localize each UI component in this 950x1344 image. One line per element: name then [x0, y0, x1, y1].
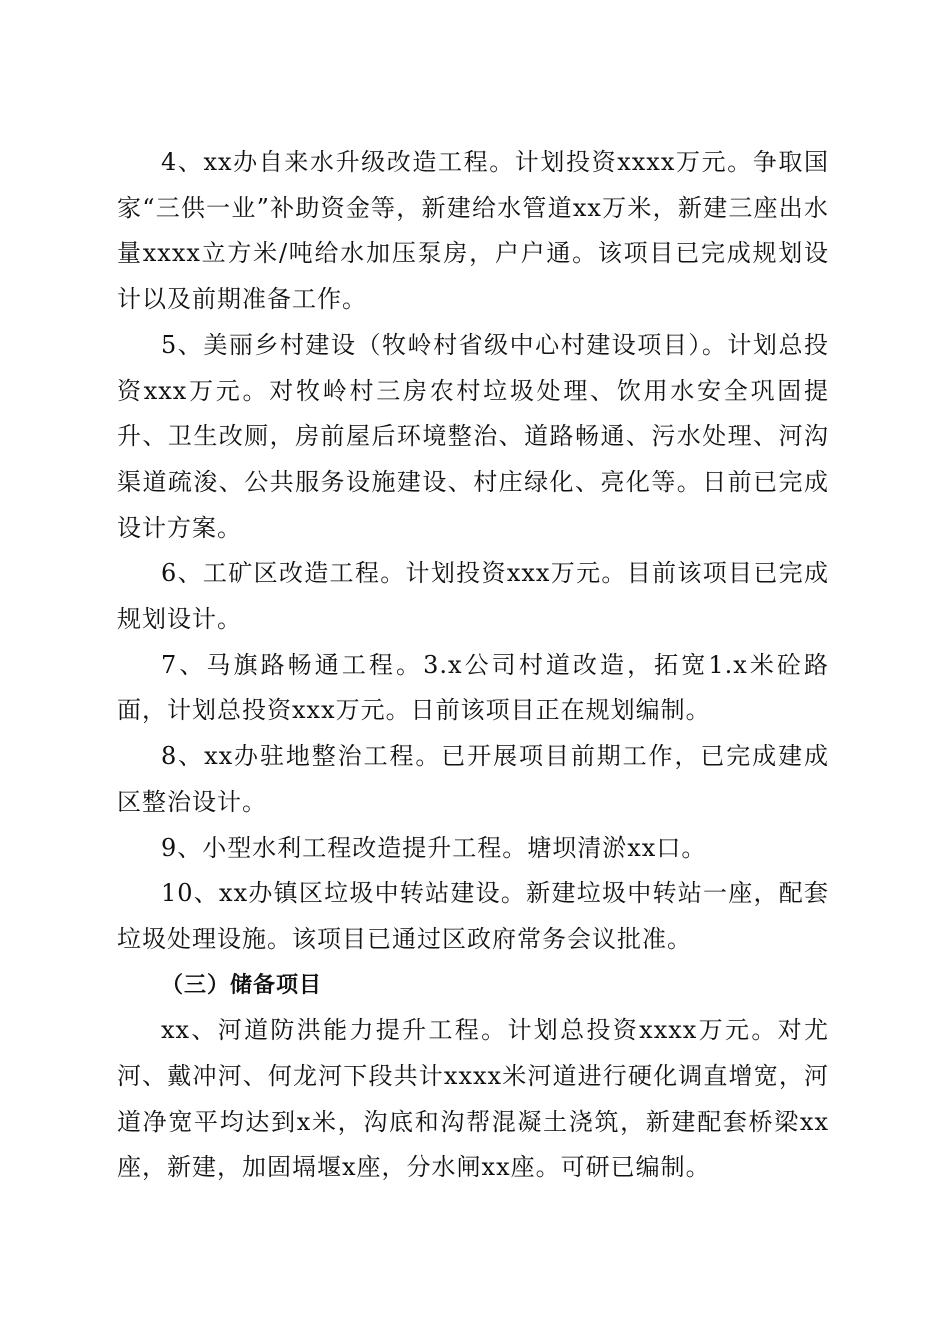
- paragraph-item-7: 7、马旗路畅通工程。3.x公司村道改造，拓宽1.x米砼路面，计划总投资xxx万元。日前该项目正在规划编制。: [117, 650, 829, 725]
- paragraph-item-4: 4、xx办自来水升级改造工程。计划投资xxxx万元。争取国家“三供一业”补助资金等，新建给水管道xx万米，新建三座出水量xxxx立方米/吨给水加压泵房，户户通。该项目已完成规划设计以及前期准备工作。: [117, 148, 829, 314]
- section-heading-reserve-projects: （三）储备项目: [161, 971, 323, 998]
- paragraph-item-10: 10、xx办镇区垃圾中转站建设。新建垃圾中转站一座，配套垃圾处理设施。该项目已通过区政府常务会议批准。: [117, 879, 829, 953]
- paragraph-reserve-project: xx、河道防洪能力提升工程。计划总投资xxxx万元。对尤河、戴冲河、何龙河下段共计xxxx米河道进行硬化调直增宽，河道净宽平均达到x米，沟底和沟帮混凝土浇筑，新建配套桥梁xx座，新建，加固塥堰x座，分水闸xx座。可研已编制。: [117, 1016, 829, 1182]
- document-body: [117, 140, 829, 1191]
- paragraph-item-9: 9、小型水利工程改造提升工程。塘坝清淤xx口。: [161, 833, 707, 862]
- paragraph-item-6: 6、工矿区改造工程。计划投资xxx万元。目前该项目已完成规划设计。: [117, 559, 829, 634]
- paragraph-item-8: 8、xx办驻地整治工程。已开展项目前期工作，已完成建成区整治设计。: [117, 742, 829, 816]
- paragraph-item-5: 5、美丽乡村建设（牧岭村省级中心村建设项目）。计划总投资xxx万元。对牧岭村三房农村垃圾处理、饮用水安全巩固提升、卫生改厕，房前屋后环境整治、道路畅通、污水处理、河沟渠道疏浚、公共服务设施建设、村庄绿化、亮化等。日前已完成设计方案。: [117, 330, 829, 542]
